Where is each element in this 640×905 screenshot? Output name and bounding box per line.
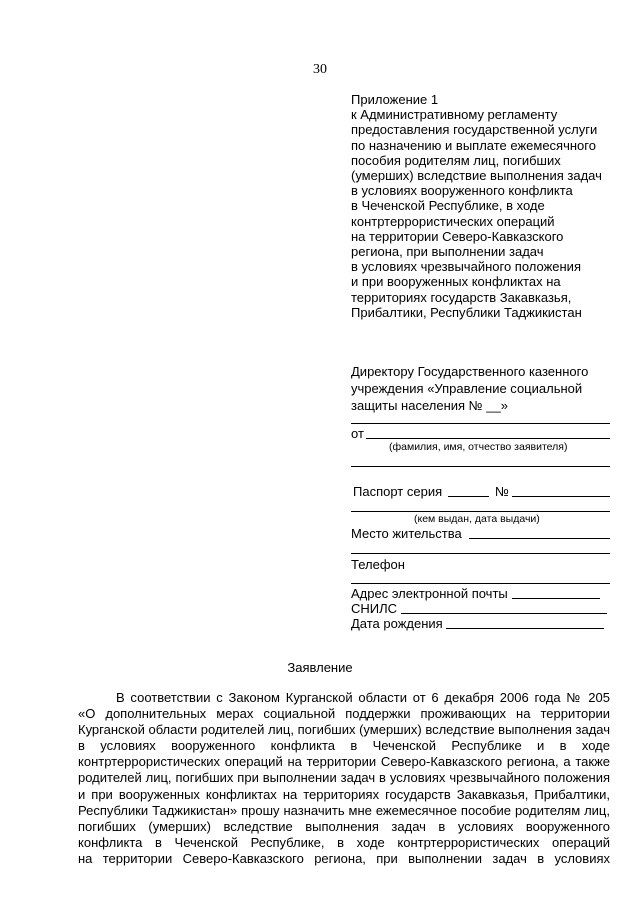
snils-label: СНИЛС [351, 601, 398, 616]
statement-line: в условиях вооруженного конфликта в Чеченской Республике и в ходе [78, 738, 610, 754]
appendix-line: к Административному регламенту [351, 107, 558, 123]
appendix-line: контртеррористических операций [351, 213, 555, 229]
appendix-line: Прибалтики, Республики Таджикистан [351, 304, 582, 320]
appendix-line: региона, при выполнении задач [351, 244, 544, 260]
statement-line: В соответствии с Законом Курганской области от 6 декабря 2006 года № 205 [116, 690, 610, 705]
appendix-line: в условиях чрезвычайного положения [351, 259, 581, 275]
statement-title: Заявление [287, 660, 353, 675]
addressee-block [351, 363, 611, 414]
addressee-line: Директору Государственного казенного [351, 364, 589, 379]
appendix-line: и при вооруженных конфликтах на [351, 274, 561, 290]
appendix-line: в условиях вооруженного конфликта [351, 183, 573, 199]
residence-field[interactable] [469, 538, 610, 539]
passport-issued-field[interactable] [351, 511, 610, 512]
page-number: 30 [313, 62, 327, 77]
passport-hint: (кем выдан, дата выдачи) [414, 513, 540, 525]
passport-series-field[interactable] [448, 496, 489, 497]
applicant-name-field-extra[interactable] [351, 466, 610, 467]
statement-line: Курганской области родителей лиц, погибших (умерших) вследствие выполнения задач [78, 722, 610, 738]
appendix-header [351, 92, 631, 320]
passport-number-field[interactable] [512, 496, 610, 497]
phone-field[interactable] [351, 583, 610, 584]
from-hint: (фамилия, имя, отчество заявителя) [389, 441, 568, 453]
statement-line: Республики Таджикистан» прошу назначить мне ежемесячное пособие родителям лиц, [78, 802, 610, 818]
appendix-line: пособия родителям лиц, погибших [351, 152, 561, 168]
addressee-line: защиты населения № __» [351, 398, 508, 413]
applicant-name-field[interactable] [366, 438, 610, 439]
statement-line: родителей лиц, погибших при выполнении задач в условиях чрезвычайного положения [78, 770, 610, 786]
appendix-line: по назначению и выплате ежемесячного [351, 137, 596, 153]
statement-line: погибших (умерших) вследствие выполнения задач в условиях вооруженного [78, 818, 610, 834]
blank-line[interactable] [351, 423, 610, 424]
statement-line: конфликта в Чеченской Республике, в ходе контртеррористических операций [78, 834, 610, 850]
from-label: от [351, 426, 364, 441]
statement-line: контртеррористических операций на территории Северо-Кавказского региона, а также [78, 754, 610, 770]
birthdate-field[interactable] [446, 628, 604, 629]
appendix-line: на территории Северо-Кавказского [351, 228, 564, 244]
appendix-line: (умерших) вследствие выполнения задач [351, 168, 602, 184]
birthdate-label: Дата рождения [351, 616, 443, 631]
snils-field[interactable] [401, 613, 607, 614]
residence-field-extra[interactable] [351, 553, 610, 554]
appendix-line: территориях государств Закавказья, [351, 289, 572, 305]
phone-label: Телефон [351, 557, 405, 572]
passport-series-label: Паспорт серия [353, 484, 443, 499]
appendix-line: в Чеченской Республике, в ходе [351, 198, 545, 214]
statement-line: на территории Северо-Кавказского региона, при выполнении задач в условиях [78, 850, 610, 866]
email-field[interactable] [512, 598, 600, 599]
addressee-line: учреждения «Управление социальной [351, 381, 583, 396]
statement-line: «О дополнительных мерах социальной поддержки проживающих на территории [78, 706, 610, 722]
statement-body [78, 690, 610, 867]
appendix-line: Приложение 1 [351, 92, 439, 107]
statement-line: и при вооруженных конфликтах на территориях государств Закавказья, Прибалтики, [78, 786, 610, 802]
passport-number-label: № [495, 484, 509, 499]
email-label: Адрес электронной почты [351, 586, 508, 601]
residence-label: Место жительства [351, 526, 462, 541]
appendix-line: предоставления государственной услуги [351, 122, 598, 138]
